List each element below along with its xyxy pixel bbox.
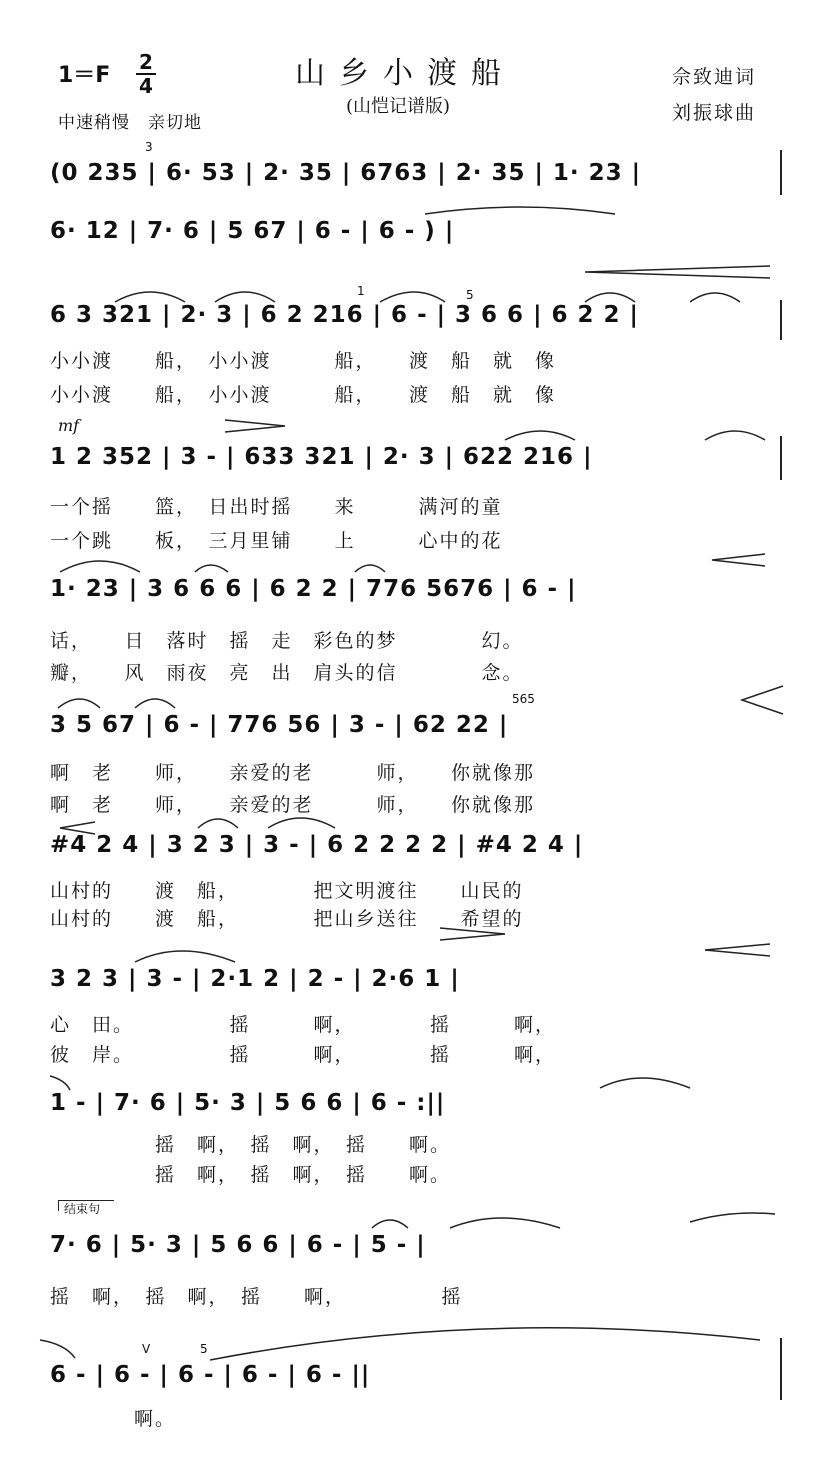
slur <box>450 1218 560 1228</box>
dynamic-mf: mf <box>58 416 80 435</box>
grace-note-1: 1 <box>357 284 365 298</box>
hairpin <box>742 686 783 714</box>
hairpin <box>705 944 770 956</box>
lyrics-5-verse-2: 瓣， 风 雨夜 亮 出 肩头的信 念。 <box>50 662 524 684</box>
slur <box>58 699 100 708</box>
hairpin <box>712 554 765 566</box>
lyrics-8-verse-2: 彼 岸。 摇 啊， 摇 啊， <box>50 1044 557 1066</box>
slur <box>268 818 335 828</box>
notation-line-11: 6 - | 6 - | 6 - | 6 - | 6 - || <box>50 1362 371 1388</box>
slur <box>40 1340 75 1358</box>
hairpin <box>585 266 770 278</box>
slur <box>425 207 615 214</box>
grace-note-565: 565 <box>512 692 535 706</box>
slur <box>215 292 275 302</box>
slur <box>600 1078 690 1088</box>
song-subtitle: (山恺记谱版) <box>346 96 451 117</box>
notation-line-2: 6· 12 | 7· 6 | 5 67 | 6 - | 6 - ) | <box>50 218 455 244</box>
lyrics-3-verse-2: 小小渡 船， 小小渡 船， 渡 船 就 像 <box>50 384 557 406</box>
lyrics-9-verse-1: 摇 啊， 摇 啊， 摇 啊。 <box>50 1134 452 1156</box>
lyrics-7-verse-1: 山村的 渡 船， 把文明渡往 山民的 <box>50 880 524 902</box>
notation-line-10: 7· 6 | 5· 3 | 5 6 6 | 6 - | 5 - | <box>50 1232 426 1258</box>
lyrics-4-verse-1: 一个摇 篮， 日出时摇 来 满河的童 <box>50 496 503 518</box>
slur <box>210 1328 760 1360</box>
notation-line-1: (0 235 | 6· 53 | 2· 35 | 6763 | 2· 35 | 1· 23 | <box>50 160 642 186</box>
slur <box>380 292 445 302</box>
slur <box>135 699 175 708</box>
lyrics-6-verse-2: 啊 老 师， 亲爱的老 师， 你就像那 <box>50 794 536 816</box>
slur <box>690 1213 775 1222</box>
grace-note-5-final: 5 <box>200 1342 208 1356</box>
lyrics-4-verse-2: 一个跳 板， 三月里铺 上 心中的花 <box>50 530 503 552</box>
slur <box>198 819 238 828</box>
slur <box>372 1220 408 1228</box>
notation-line-7: #4 2 4 | 3 2 3 | 3 - | 6 2 2 2 2 | #4 2 4 | <box>50 832 584 858</box>
breath-mark: V <box>142 1342 151 1356</box>
notation-line-4: 1 2 352 | 3 - | 633 321 | 2· 3 | 622 216 | <box>50 444 593 470</box>
slur <box>585 293 635 302</box>
hairpin <box>60 822 95 834</box>
notation-line-8: 3 2 3 | 3 - | 2·1 2 | 2 - | 2·6 1 | <box>50 966 460 992</box>
ending-label: 结束句 <box>64 1202 101 1216</box>
tempo-marking: 中速稍慢 亲切地 <box>58 113 202 133</box>
slur <box>505 431 575 440</box>
lyrics-9-verse-2: 摇 啊， 摇 啊， 摇 啊。 <box>50 1164 452 1186</box>
lyrics-5-verse-1: 话， 日 落时 摇 走 彩色的梦 幻。 <box>50 630 524 652</box>
slur <box>135 951 235 962</box>
lyrics-11: 啊。 <box>50 1408 177 1430</box>
lyrics-7-verse-2: 山村的 渡 船， 把山乡送往 希望的 <box>50 908 524 930</box>
lyrics-8-verse-1: 心 田。 摇 啊， 摇 啊， <box>50 1014 557 1036</box>
lyrics-6-verse-1: 啊 老 师， 亲爱的老 师， 你就像那 <box>50 762 536 784</box>
lyricist-credit: 佘致迪词 <box>672 66 757 88</box>
slur <box>60 561 140 572</box>
lyrics-10: 摇 啊， 摇 啊， 摇 啊， 摇 <box>50 1286 463 1308</box>
notation-line-5: 1· 23 | 3 6 6 6 | 6 2 2 | 776 5676 | 6 - | <box>50 576 577 602</box>
slur <box>50 1076 70 1090</box>
slur <box>195 565 228 572</box>
time-signature-bottom: 4 <box>139 74 153 98</box>
notation-line-9: 1 - | 7· 6 | 5· 3 | 5 6 6 | 6 - :|| <box>50 1090 446 1116</box>
grace-note-5: 5 <box>466 288 474 302</box>
slur <box>705 431 765 440</box>
key-signature: 1＝F <box>58 63 111 88</box>
slur <box>355 565 385 572</box>
lyrics-3-verse-1: 小小渡 船， 小小渡 船， 渡 船 就 像 <box>50 350 557 372</box>
composer-credit: 刘振球曲 <box>672 102 757 124</box>
slur <box>690 293 740 302</box>
song-title: 山乡小渡船 <box>295 56 515 91</box>
slur <box>115 292 185 302</box>
triplet-mark: 3 <box>145 140 153 154</box>
time-signature-top: 2 <box>139 50 153 74</box>
notation-line-6: 3 5 67 | 6 - | 776 56 | 3 - | 62 22 | <box>50 712 509 738</box>
notation-line-3: 6 3 321 | 2· 3 | 6 2 216 | 6 - | 3 6 6 | 6 2 2 | <box>50 302 639 328</box>
hairpin <box>225 420 285 432</box>
hairpin <box>440 928 505 940</box>
